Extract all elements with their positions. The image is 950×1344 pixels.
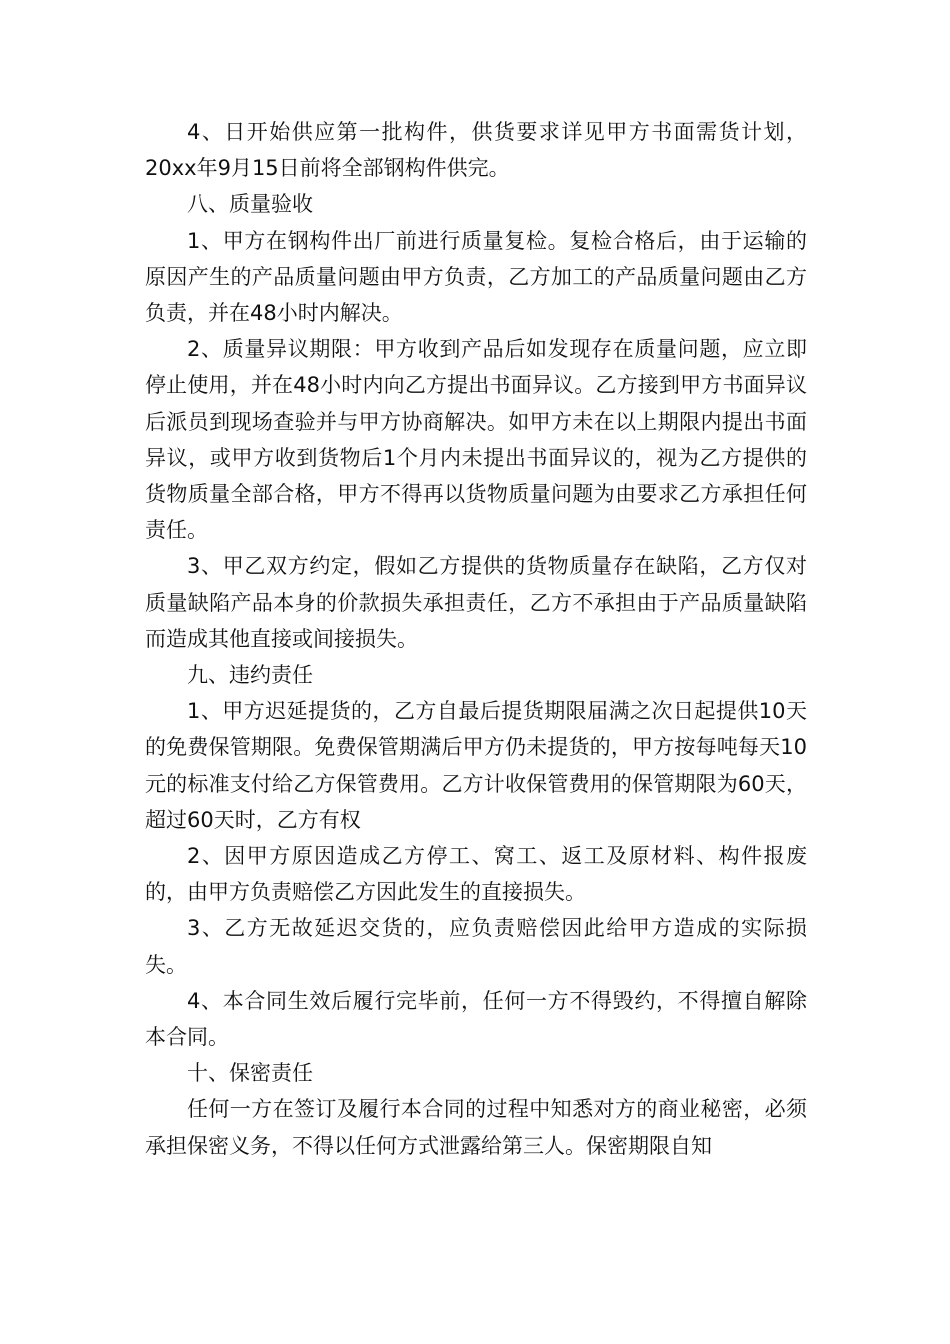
paragraph-quality-objection: 2、质量异议期限：甲方收到产品后如发现存在质量问题，应立即停止使用，并在48小时内向乙方提出书面异议。乙方接到甲方书面异议后派员到现场查验并与甲方协商解决。如甲方未在以上期限内提出书面异议，或甲方收到货物后1个月内未提出书面异议的，视为乙方提供的货物质量全部合格，甲方不得再以货物质量问题为由要求乙方承担任何责任。 (145, 337, 807, 543)
heading-breach-liability: 九、违约责任 (187, 663, 313, 688)
paragraph-work-stoppage: 2、因甲方原因造成乙方停工、窝工、返工及原材料、构件报废的，由甲方负责赔偿乙方因此发生的直接损失。 (145, 844, 807, 905)
paragraph-no-breach: 4、本合同生效后履行完毕前，任何一方不得毁约，不得擅自解除本合同。 (145, 988, 807, 1050)
paragraph-supply-schedule: 4、日开始供应第一批构件，供货要求详见甲方书面需货计划，20xx年9月15日前将全部钢构件供完。 (145, 120, 807, 181)
heading-quality-acceptance: 八、质量验收 (187, 192, 313, 217)
paragraph-confidentiality: 任何一方在签订及履行本合同的过程中知悉对方的商业秘密，必须承担保密义务，不得以任何方式泄露给第三人。保密期限自知 (145, 1097, 807, 1158)
paragraph-delayed-pickup: 1、甲方迟延提货的，乙方自最后提货期限届满之次日起提供10天的免费保管期限。免费保管期满后甲方仍未提货的，甲方按每吨每天10元的标准支付给乙方保管费用。乙方计收保管费用的保管期限为60天，超过60天时，乙方有权 (145, 699, 807, 832)
heading-confidentiality: 十、保密责任 (187, 1061, 313, 1086)
paragraph-quality-recheck: 1、甲方在钢构件出厂前进行质量复检。复检合格后，由于运输的原因产生的产品质量问题由甲方负责，乙方加工的产品质量问题由乙方负责，并在48小时内解决。 (145, 228, 807, 326)
paragraph-quality-defect: 3、甲乙双方约定，假如乙方提供的货物质量存在缺陷，乙方仅对质量缺陷产品本身的价款损失承担责任，乙方不承担由于产品质量缺陷而造成其他直接或间接损失。 (145, 554, 807, 651)
document-body (145, 114, 807, 1164)
paragraph-delayed-delivery: 3、乙方无故延迟交货的，应负责赔偿因此给甲方造成的实际损失。 (145, 916, 807, 977)
